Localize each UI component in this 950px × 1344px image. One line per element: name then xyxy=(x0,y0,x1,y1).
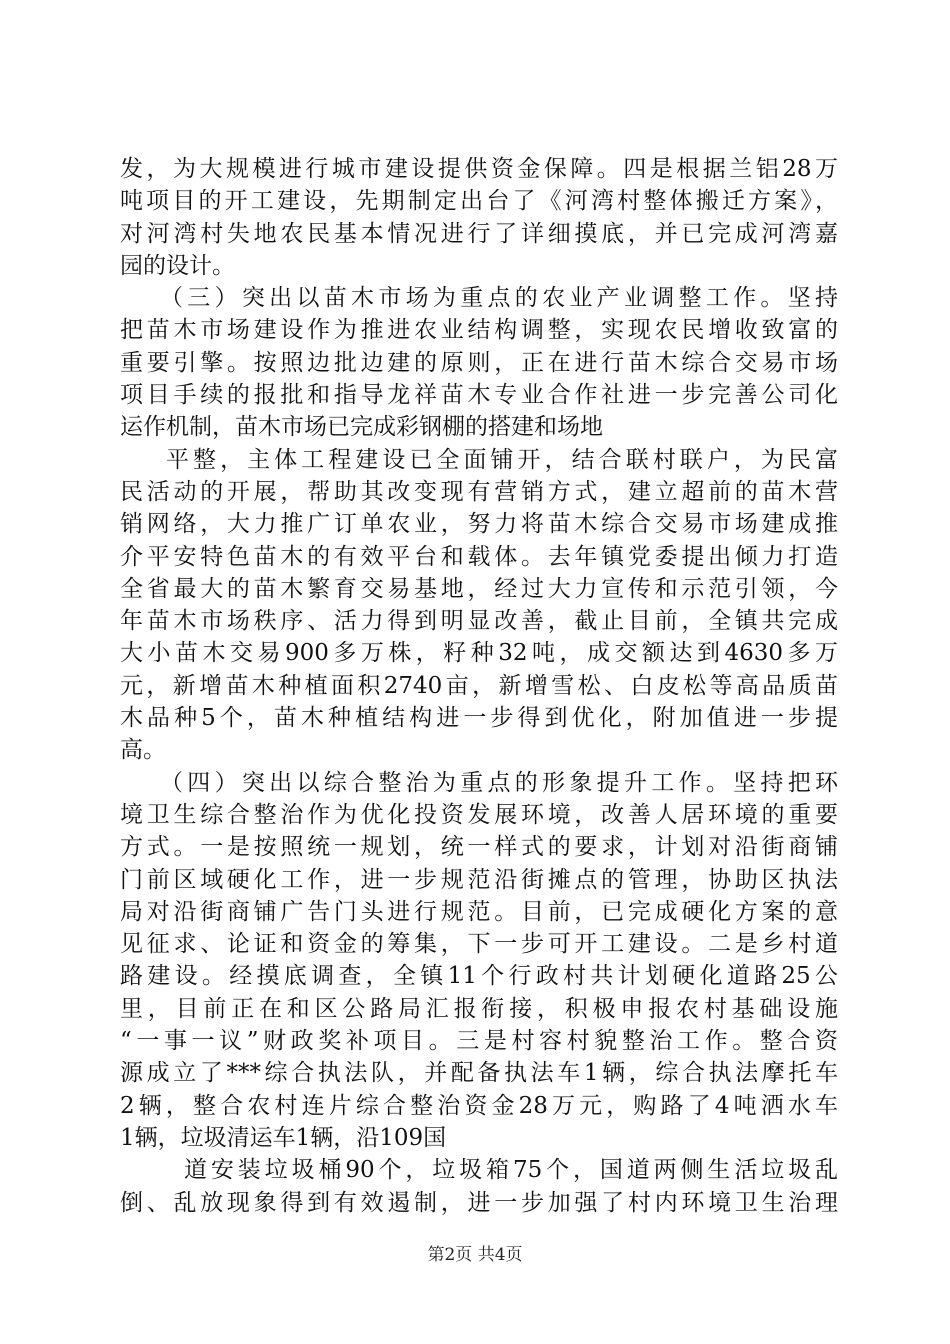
document-body xyxy=(120,153,838,1219)
text-line: 道安装垃圾桶90个，垃圾箱75个，国道两侧生活垃圾乱 xyxy=(184,1157,838,1184)
text-line: 2辆，整合农村连片综合整治资金28万元，购路了4吨洒水车 xyxy=(120,1092,838,1119)
text-line: 1辆，垃圾清运车1辆，沿109国 xyxy=(120,1124,447,1151)
text-line: 全省最大的苗木繁育交易基地，经过大力宣传和示范引领，今 xyxy=(120,575,838,602)
text-line: 民活动的开展，帮助其改变现有营销方式，建立超前的苗木营 xyxy=(120,478,838,505)
text-line: 发，为大规模进行城市建设提供资金保障。四是根据兰铝28万 xyxy=(120,156,838,182)
text-line: 年苗木市场秩序、活力得到明显改善，截止目前，全镇共完成 xyxy=(120,608,838,635)
text-line: （三）突出以苗木市场为重点的农业产业调整工作。坚持 xyxy=(160,285,838,312)
page-footer: 第2页 共4页 xyxy=(427,1245,523,1265)
text-line: 介平安特色苗木的有效平台和载体。去年镇党委提出倾力打造 xyxy=(120,543,838,570)
text-line: 元，新增苗木种植面积2740亩，新增雪松、白皮松等高品质苗 xyxy=(120,672,838,699)
text-line: 大小苗木交易900多万株，籽种32吨，成交额达到4630多万 xyxy=(120,640,838,667)
text-line: 对河湾村失地农民基本情况进行了详细摸底，并已完成河湾嘉 xyxy=(120,220,838,247)
text-line: 倒、乱放现象得到有效遏制，进一步加强了村内环境卫生治理 xyxy=(120,1189,838,1216)
text-line: 高。 xyxy=(120,737,166,764)
text-line: 境卫生综合整治作为优化投资发展环境，改善人居环境的重要 xyxy=(120,801,838,828)
text-line: 局对沿街商铺广告门头进行规范。目前，已完成硬化方案的意 xyxy=(120,898,838,925)
text-line: 重要引擎。按照边批边建的原则，正在进行苗木综合交易市场 xyxy=(120,349,838,376)
text-line: 门前区域硬化工作，进一步规范沿街摊点的管理，协助区执法 xyxy=(120,866,838,893)
text-line: 里，目前正在和区公路局汇报衔接，积极申报农村基础设施 xyxy=(120,995,838,1022)
text-line: 把苗木市场建设作为推进农业结构调整，实现农民增收致富的 xyxy=(120,317,838,344)
text-line: 运作机制，苗木市场已完成彩钢棚的搭建和场地 xyxy=(120,414,603,441)
text-line: 销网络，大力推广订单农业，努力将苗木综合交易市场建成推 xyxy=(120,511,838,538)
text-line: 路建设。经摸底调查，全镇11个行政村共计划硬化道路25公 xyxy=(120,963,838,990)
text-line: “一事一议”财政奖补项目。三是村容村貌整治工作。整合资 xyxy=(120,1028,838,1055)
text-line: 吨项目的开工建设，先期制定出台了《河湾村整体搬迁方案》， xyxy=(120,188,838,215)
text-line: 园的设计。 xyxy=(120,252,235,279)
text-line: 平整，主体工程建设已全面铺开，结合联村联户，为民富 xyxy=(166,446,838,473)
text-line: （四）突出以综合整治为重点的形象提升工作。坚持把环 xyxy=(160,769,838,796)
text-line: 见征求、论证和资金的筹集，下一步可开工建设。二是乡村道 xyxy=(120,931,838,958)
text-line: 源成立了***综合执法队，并配备执法车1辆，综合执法摩托车 xyxy=(120,1060,838,1087)
text-line: 项目手续的报批和指导龙祥苗木专业合作社进一步完善公司化 xyxy=(120,382,838,409)
text-line: 木品种5个，苗木种植结构进一步得到优化，附加值进一步提 xyxy=(120,705,838,732)
text-line: 方式。一是按照统一规划，统一样式的要求，计划对沿街商铺 xyxy=(120,834,838,861)
